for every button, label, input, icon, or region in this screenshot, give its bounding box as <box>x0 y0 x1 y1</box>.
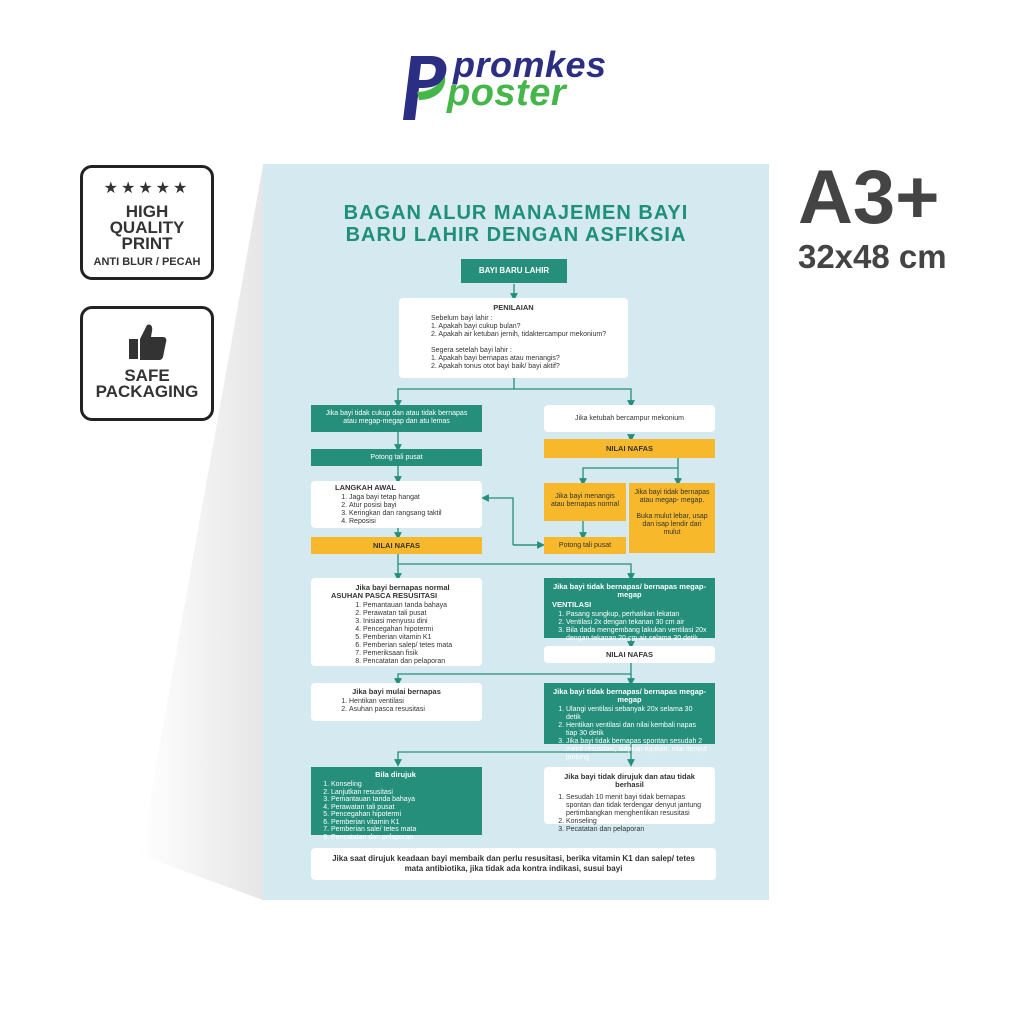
packaging-line-2: PACKAGING <box>95 382 199 401</box>
start-box: BAYI BARU LAHIR <box>461 259 567 283</box>
list-item: 2. Ventilasi 2x dengan tekanan 30 cm air <box>566 619 707 627</box>
list-item: 3. Bila dada mengembang lakukan ventilasi 20x dengan tekanan 20 cm air selama 30 detik <box>566 627 707 643</box>
penilaian-a1: 1. Apakah bayi bernapas atau menangis? <box>431 355 560 362</box>
list-item: 4. Perawatan tali pusat <box>331 804 474 812</box>
megap-megap-title: Jika bayi tidak bernapas/ bernapas megap-megap <box>553 687 706 704</box>
asuhan-list <box>331 602 474 666</box>
dirujuk-list <box>317 781 474 841</box>
penilaian-b2: 2. Apakah air ketuban jernih, tidaktercampur mekonium? <box>431 331 607 338</box>
ventilasi-box <box>544 578 715 642</box>
list-item: 1. Sesudah 10 menit bayi tidak bernapas spontan dan tidak terdengar denyut jantung pertimbangkan menghentikan resusitasi <box>566 794 707 818</box>
size-dimensions: 32x48 cm <box>798 238 947 275</box>
list-item: 1. Konseling <box>331 781 474 789</box>
penilaian-b1: 1. Apakah bayi cukup bulan? <box>431 323 521 330</box>
footer-note: Jika saat dirujuk keadaan bayi membaik dan perlu resusitasi, berika vitamin K1 dan salep/ tetes mata antibiotika, jika tidak ada kontra indikasi, susui bayi <box>311 848 716 880</box>
poster-shadow <box>140 165 270 900</box>
logo-line-2: poster <box>447 72 567 114</box>
logo-p-mark-icon <box>395 50 453 122</box>
list-item: 4. Pencegahan hipotermi <box>363 626 474 634</box>
list-item: 7. Pemeriksaan fisik <box>363 650 474 658</box>
quality-line-1: HIGH <box>125 202 169 221</box>
list-item: 3. Inisiasi menyusu dini <box>363 618 474 626</box>
quality-line-2: QUALITY <box>109 218 185 237</box>
asuhan-pasca-title: ASUHAN PASCA RESUSITASI <box>331 591 438 600</box>
mulai-bernapas-title: Jika bayi mulai bernapas <box>352 687 441 696</box>
langkah-awal-list <box>335 494 474 526</box>
list-item: 3. Pecatatan dan pelaporan <box>566 826 707 834</box>
promkes-poster-logo <box>395 44 635 123</box>
tidak-berhasil-title: Jika bayi tidak dirujuk dan atau tidak berhasil <box>564 772 695 789</box>
rating-stars-icon: ★★★★★ <box>103 180 191 197</box>
mulai-bernapas-box <box>311 683 482 721</box>
list-item: 2. Konseling <box>566 818 707 826</box>
list-item: 2. Atur posisi bayi <box>349 502 474 510</box>
tidak-berhasil-list <box>552 794 707 834</box>
quality-sub: ANTI BLUR / PECAH <box>93 256 201 268</box>
buka-mulut-text: Buka mulut lebar, usap dan isap lendir dari mulut <box>636 513 708 536</box>
list-item: 5. Pencegahan hipotermi <box>331 811 474 819</box>
packaging-line-1: SAFE <box>124 366 170 385</box>
megap-megap-box <box>544 683 715 761</box>
penilaian-before: Sebelum bayi lahir : <box>431 315 493 322</box>
flowchart-poster <box>263 164 769 900</box>
poster-title-line-2: BARU LAHIR DENGAN ASFIKSIA <box>345 224 687 246</box>
list-item: 3. Keringkan dan rangsang taktil <box>349 510 474 518</box>
penilaian-a2: 2. Apakah tonus otot bayi baik/ bayi aktif? <box>431 363 560 370</box>
nilai-nafas-mid: NILAI NAFAS <box>544 646 715 663</box>
bila-dirujuk-box <box>311 767 482 841</box>
list-item: 2. Perawatan tali pusat <box>363 610 474 618</box>
list-item: 1. Jaga bayi tetap hangat <box>349 494 474 502</box>
langkah-awal-title: LANGKAH AWAL <box>335 483 396 492</box>
list-item: 2. Lanjutkan resusitasi <box>331 789 474 797</box>
right-condition-box: Jika ketubah bercampur mekonium <box>544 405 715 432</box>
ventilasi-sub: VENTILASI <box>552 600 592 609</box>
penilaian-box <box>399 298 628 378</box>
list-item: 6. Pemberian vitamin K1 <box>331 819 474 827</box>
list-item: 8. Pencatatan dan pelaporan <box>331 834 474 842</box>
list-item: 1. Hentikan ventilasi <box>349 698 474 706</box>
megap-megap-list <box>552 706 707 762</box>
list-item: 1. Pemantauan tanda bahaya <box>363 602 474 610</box>
left-condition-box: Jika bayi tidak cukup dan atau tidak bernapas atau megap-megap dan atu lemas <box>311 405 482 432</box>
penilaian-title: PENILAIAN <box>493 303 534 312</box>
list-item: 5. Pemberian vitamin K1 <box>363 634 474 642</box>
list-item: 2. Hentikan ventilasi dan nilai kembali napas tiap 30 detik <box>566 722 707 738</box>
list-item: 6. Pemberian salep/ tetes mata <box>363 642 474 650</box>
list-item: 3. Pemantauan tanda bahaya <box>331 796 474 804</box>
bernapas-normal-box <box>311 578 482 666</box>
logo-line-1: promkes <box>453 44 607 85</box>
penilaian-after: Segera setelah bayi lahir : <box>431 347 512 354</box>
potong-tali-pusat-2: Potong tali pusat <box>544 537 626 554</box>
list-item: 1. Pasang sungkup, perhatikan lekatan <box>566 611 707 619</box>
nilai-nafas-right: NILAI NAFAS <box>544 439 715 458</box>
list-item: 8. Pencatatan dan pelaporan <box>363 658 474 666</box>
langkah-awal-box <box>311 481 482 528</box>
list-item: 7. Pemberian sale/ tetes mata <box>331 826 474 834</box>
bernapas-normal-title: Jika bayi bernapas normal <box>355 583 450 592</box>
list-item: 3. Jika bayi tidak bernapas spontan sesudah 2 menit resusitasi, siapkan rujukan, nilai denyut jantung <box>566 738 707 762</box>
potong-tali-pusat-1: Potong tali pusat <box>311 449 482 466</box>
ventilasi-list <box>552 611 707 643</box>
list-item: 1. Ulangi ventilasi sebanyak 20x selama 30 detik <box>566 706 707 722</box>
list-item: 2. Asuhan pasca resusitasi <box>349 706 474 714</box>
size-label: A3+ <box>798 155 940 240</box>
quality-line-3: PRINT <box>121 234 173 253</box>
poster-title-line-1: BAGAN ALUR MANAJEMEN BAYI <box>343 202 689 224</box>
tidak-bernapas-text: Jika bayi tidak bernapas atau megap- megap. <box>634 489 710 504</box>
mulai-list <box>335 698 474 714</box>
tidak-bernapas-box <box>629 483 715 553</box>
tidak-berhasil-box <box>544 767 715 833</box>
ventilasi-title: Jika bayi tidak bernapas/ bernapas megap-megap <box>553 582 706 599</box>
nilai-nafas-left: NILAI NAFAS <box>311 537 482 554</box>
list-item: 4. Reposisi <box>349 518 474 526</box>
menangis-box: Jika bayi menangis atau bernapas normal <box>544 483 626 521</box>
bila-dirujuk-title: Bila dirujuk <box>375 770 416 779</box>
